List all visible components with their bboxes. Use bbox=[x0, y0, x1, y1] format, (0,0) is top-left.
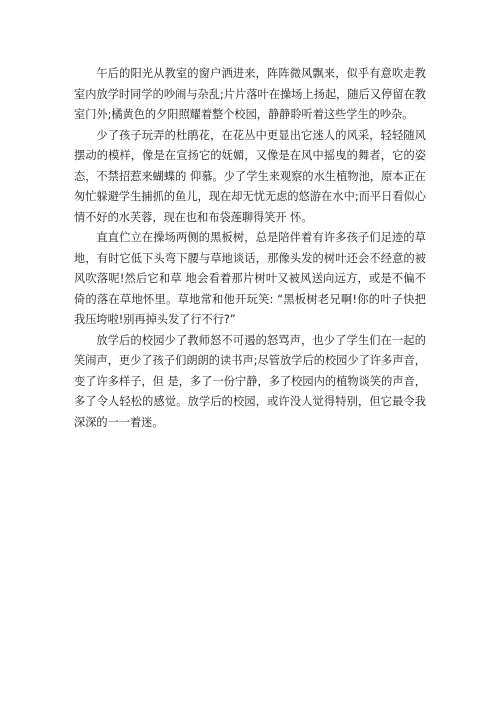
paragraph-2: 少了孩子玩弄的杜鹃花，在花丛中更显出它迷人的风采，轻轻随风摆动的模样，像是在宣扬它的妩媚，又像是在风中摇曳的舞者，它的姿态，不禁招惹来蝴蝶的 仰慕。少了学生来观察的水生植物池，原本正在匆忙躲避学生捕抓的鱼儿，现在却无忧无虑的悠游在水中;而平日看似心情不好的水芙蓉，现在也和布袋莲聊得笑开 怀。 bbox=[74, 128, 426, 224]
paragraph-4: 放学后的校园少了教师怒不可遏的怒骂声，也少了学生们在一起的笑闹声，更少了孩子们朗朗的读书声;尽管放学后的校园少了许多声音，变了许多样子，但 是，多了一份宁静，多了校园内的植物谈笑的声音，多了令人轻松的感觉。放学后的校园，或许没人觉得特别，但它最令我深深的一一着迷。 bbox=[74, 333, 426, 429]
essay-body bbox=[74, 64, 426, 433]
paragraph-1: 午后的阳光从教室的窗户洒进来，阵阵微风飘来，似乎有意吹走教室内放学时同学的吵闹与杂乱;片片落叶在操场上扬起，随后又停留在教室门外;橘黄色的夕阳照耀着整个校园，静静聆听着这些学生的吵杂。 bbox=[74, 67, 426, 121]
paragraph-3: 直直伫立在操场两侧的黑板树，总是陪伴着有许多孩子们足迹的草地，有时它低下头弯下腰与草地谈话，那像头发的树叶还会不经意的被风吹落呢!然后它和草 地会看着那片树叶又被风送向远方，或是不偏不倚的落在草地怀里。草地常和他开玩笑: “黑板树老兄啊!你的叶子快把我压垮啦!别再掉头发了行不行?” bbox=[74, 231, 426, 326]
